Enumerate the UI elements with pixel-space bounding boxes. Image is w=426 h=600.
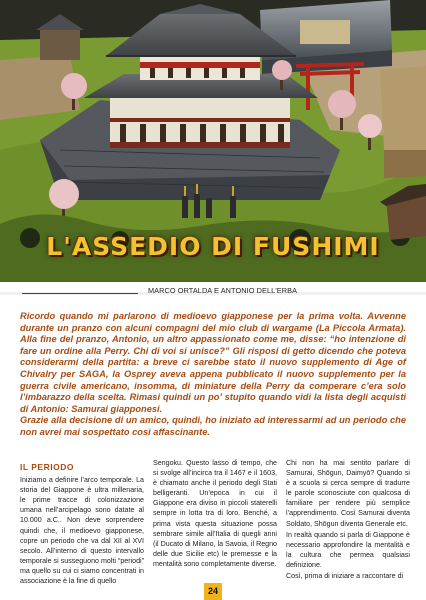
body-columns — [20, 458, 410, 596]
column-2 — [153, 458, 277, 596]
byline-rule — [22, 293, 138, 294]
article-title: L'ASSEDIO DI FUSHIMI — [46, 232, 380, 261]
intro-paragraph: Grazie alla decisione di un amico, quindi, ho iniziato ad interessarmi ad un periodo che non avrei mai sospettato così affascinante. — [20, 415, 406, 437]
body-paragraph: Sengoku. Questo lasso di tempo, che si svolge all’incirca tra il 1467 e il 1603, è chiamato anche il periodo degli Stati belligeranti. Un’epoca in cui il Giappone era diviso in piccoli staterelli sempre in lotta tra di loro. Benché, a prima vista questa situazione possa sembrare simile all’Italia di quegli anni (il Ducato di Milano, la Savoia, il Regno delle due Sicilie etc) le premesse e la mentalità sono completamente diverse. — [153, 459, 277, 568]
byline — [0, 284, 426, 302]
column-1 — [20, 458, 144, 596]
body-paragraph: Iniziamo a definire l’arco temporale. La storia del Giappone è ultra millenaria, le prime tracce di colonizzazione umana nell’arcipelago sono datate al 10.000 a.C.. Non deve sorprendere quindi che, il medioevo giapponese, copre un periodo che va dal XII al XVI secolo. All’interno di questo intervallo temporale si susseguono molti “periodi” ma quello su cui ci siamo concentrati in associazione è la fine di quello — [20, 476, 144, 586]
body-paragraph: In realtà quando si parla di Giappone è necessario approfondire la mentalità e la cultura che permea qualsiasi definizione. — [286, 530, 410, 569]
column-3 — [286, 458, 410, 596]
article-intro — [20, 311, 406, 439]
authors: MARCO ORTALDA E ANTONIO DELL'ERBA — [148, 286, 298, 295]
body-paragraph: Chi non ha mai sentito parlare di Samurai, Shōgun, Daimyō? Quando si è a scuola si cerca sempre di tradurre le parole sconosciute con qualcosa di familiare per rendere più semplice l’apprendimento. Così Samurai diventa Soldato, Shōgun diventa Generale etc. — [286, 459, 410, 528]
page-number: 24 — [204, 583, 222, 600]
body-paragraph: Così, prima di iniziare a raccontare di — [286, 572, 404, 581]
section-heading: IL PERIODO — [20, 462, 74, 472]
intro-paragraph: Ricordo quando mi parlarono di medioevo giapponese per la prima volta. Avvenne durante un pranzo con alcuni compagni del mio club di wargame (La Piccola Armata). Alla fine del pranzo, Antonio, un altro appassionato come me, disse: “ho intenzione di fare un ordine alla Perry. Chi di voi si unisce?” Gli risposi di getto dicendo che poteva considerarmi della partita: a breve ci sarebbe stato il nuovo supplemento di Age of Chivalry per SAGA, la Osprey aveva appena pubblicato il nuovo supplemento per la guerra civile americano, insomma, di miniature della Perry da comperare c’era solo l’imbarazzo della scelta. Rimasi quindi un po’ stupito quando vidi la lista degli acquisti di Antonio: Samurai giapponesi. — [20, 311, 406, 414]
